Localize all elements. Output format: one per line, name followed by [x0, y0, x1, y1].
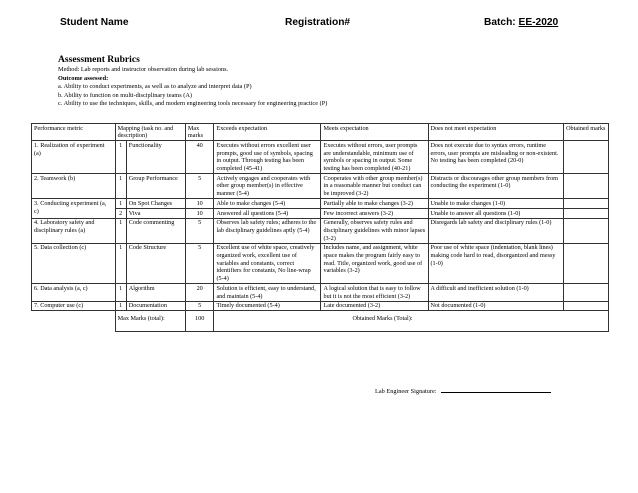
outcome-item: c. Ability to use the techniques, skills, and modern engineering tools necessary for engineering practice (P)	[58, 100, 328, 108]
exceeds-cell: Timely documented (5-4)	[214, 301, 321, 311]
meets-cell: Late documented (3-2)	[321, 301, 428, 311]
registration-field[interactable]	[285, 17, 350, 28]
outcome-label: Outcome assessed:	[58, 74, 109, 82]
not-meet-cell: Distracts or discourages other group members from conducting the experiment (1-0)	[428, 174, 564, 199]
not-meet-cell: Does not execute due to syntax errors, runtime errors, user prompts are misleading or non-existent. No testing has been completed (20-0)	[428, 141, 564, 174]
batch-field	[484, 17, 558, 28]
metric-cell: 7. Computer use (c)	[32, 301, 116, 311]
exceeds-cell: Executes without errors excellent user prompts, good use of symbols, spacing in output. Through testing has been completed (45-41)	[214, 141, 321, 174]
not-meet-cell: Disregards lab safety and disciplinary rules (1-0)	[428, 218, 564, 243]
table-row	[32, 284, 609, 301]
metric-cell: 5. Data collection (c)	[32, 243, 116, 284]
not-meet-cell: Poor use of white space (indentation, blank lines) making code hard to read, disorganized and messy (1-0)	[428, 243, 564, 284]
table-row	[32, 301, 609, 311]
meets-cell: Few incorrect answers (3-2)	[321, 209, 428, 219]
metric-cell: 4. Laboratory safety and disciplinary rules (a)	[32, 218, 116, 243]
exceeds-cell: Excellent use of white space, creatively organized work, excellent use of variables and constants, correct identifiers for constants, No line-wrap (5-4)	[214, 243, 321, 284]
document-header	[56, 11, 578, 33]
not-meet-cell: Unable to answer all questions (1-0)	[428, 209, 564, 219]
header-meets: Meets expectation	[321, 124, 428, 141]
outcome-item: a. Ability to conduct experiments, as well as to analyze and interpret data (P)	[58, 83, 252, 91]
not-meet-cell: Not documented (1-0)	[428, 301, 564, 311]
exceeds-cell: Observes lab safety rules; adheres to the lab disciplinary guidelines aptly (5-4)	[214, 218, 321, 243]
rubric-table	[31, 123, 609, 332]
obtained-marks-cell[interactable]	[564, 284, 609, 301]
exceeds-cell: Solution is efficient, easy to understand, and maintain (5-4)	[214, 284, 321, 301]
signature-label: Lab Engineer Signature:	[375, 388, 437, 395]
task-description: Code Structure	[126, 243, 185, 284]
task-number: 1	[115, 284, 126, 301]
max-marks-cell: 40	[185, 141, 214, 174]
table-row	[32, 209, 609, 219]
meets-cell: Generally, observes safety rules and disciplinary guidelines with minor lapses (3-2)	[321, 218, 428, 243]
header-not-meet: Does not meet expectation	[428, 124, 564, 141]
task-description: On Spot Changes	[126, 199, 185, 209]
table-row	[32, 174, 609, 199]
exceeds-cell: Actively engages and cooperates with other group member(s) in effective manner (5-4)	[214, 174, 321, 199]
batch-label: Batch:	[484, 17, 516, 28]
obtained-marks-cell[interactable]	[564, 301, 609, 311]
task-number: 1	[115, 243, 126, 284]
task-number: 1	[115, 174, 126, 199]
meets-cell: Partially able to make changes (3-2)	[321, 199, 428, 209]
registration-label: Registration#	[285, 17, 351, 28]
metric-cell: 1. Realization of experiment (a)	[32, 141, 116, 174]
exceeds-cell: Answered all questions (5-4)	[214, 209, 321, 219]
obtained-marks-cell[interactable]	[564, 209, 609, 219]
meets-cell: Cooperates with other group member(s) in a reasonable manner but conduct can be improved (3-2)	[321, 174, 428, 199]
batch-value: EE-2020	[518, 17, 559, 28]
max-marks-cell: 5	[185, 174, 214, 199]
meets-cell: Includes name, and assignment, white space makes the program fairly easy to read. Title, organized work, good use of variables (3-2)	[321, 243, 428, 284]
metric-cell: 6. Data analysis (a, c)	[32, 284, 116, 301]
signature-line	[441, 386, 551, 393]
meets-cell: A logical solution that is easy to follow but it is not the most efficient (3-2)	[321, 284, 428, 301]
outcome-item: b. Ability to function on multi-disciplinary teams (A)	[58, 91, 192, 99]
max-marks-total-value: 100	[185, 311, 214, 332]
header-performance-metric: Performance metric	[32, 124, 116, 141]
lab-engineer-signature[interactable]	[375, 386, 551, 395]
header-mapping: Mapping (task no. and description)	[115, 124, 185, 141]
max-marks-cell: 5	[185, 301, 214, 311]
not-meet-cell: Unable to make changes (1-0)	[428, 199, 564, 209]
assessment-method: Method: Lab reports and instructor observation during lab sessions.	[58, 66, 229, 73]
task-description: Viva	[126, 209, 185, 219]
obtained-marks-cell[interactable]	[564, 174, 609, 199]
meets-cell: Executes without errors, user prompts are understandable, minimum use of symbols or spacing in output. Some testing has been completed (40-21)	[321, 141, 428, 174]
obtained-marks-total[interactable]	[214, 311, 609, 332]
assessment-title: Assessment Rubrics	[58, 54, 140, 65]
task-number: 1	[115, 301, 126, 311]
task-number: 1	[115, 218, 126, 243]
header-obtained-marks: Obtained marks	[564, 124, 609, 141]
max-marks-cell: 5	[185, 218, 214, 243]
totals-spacer	[32, 311, 116, 332]
max-marks-cell: 20	[185, 284, 214, 301]
table-row	[32, 141, 609, 174]
metric-cell: 3. Conducting experiment (a, c)	[32, 199, 116, 218]
obtained-marks-cell[interactable]	[564, 243, 609, 284]
student-name-label: Student Name	[60, 17, 129, 28]
task-number: 2	[115, 209, 126, 219]
table-row	[32, 243, 609, 284]
obtained-marks-cell[interactable]	[564, 218, 609, 243]
max-marks-total-label: Max Marks (total):	[115, 311, 185, 332]
task-number: 1	[115, 199, 126, 209]
task-description: Functionality	[126, 141, 185, 174]
task-description: Code commenting	[126, 218, 185, 243]
table-header-row	[32, 124, 609, 141]
table-row	[32, 199, 609, 209]
task-description: Group Performance	[126, 174, 185, 199]
task-description: Documentation	[126, 301, 185, 311]
table-row	[32, 218, 609, 243]
obtained-marks-total-label: Obtained Marks (Total):	[352, 315, 413, 323]
exceeds-cell: Able to make changes (5-4)	[214, 199, 321, 209]
metric-cell: 2. Teamwork (b)	[32, 174, 116, 199]
obtained-marks-cell[interactable]	[564, 199, 609, 209]
obtained-marks-cell[interactable]	[564, 141, 609, 174]
assessment-section	[58, 54, 498, 109]
totals-row	[32, 311, 609, 332]
max-marks-cell: 10	[185, 209, 214, 219]
not-meet-cell: A difficult and inefficient solution (1-0)	[428, 284, 564, 301]
task-number: 1	[115, 141, 126, 174]
task-description: Algorithm	[126, 284, 185, 301]
header-exceeds: Exceeds expectation	[214, 124, 321, 141]
student-name-field[interactable]	[60, 17, 129, 28]
max-marks-cell: 5	[185, 243, 214, 284]
max-marks-cell: 10	[185, 199, 214, 209]
header-max-marks: Max marks	[185, 124, 214, 141]
